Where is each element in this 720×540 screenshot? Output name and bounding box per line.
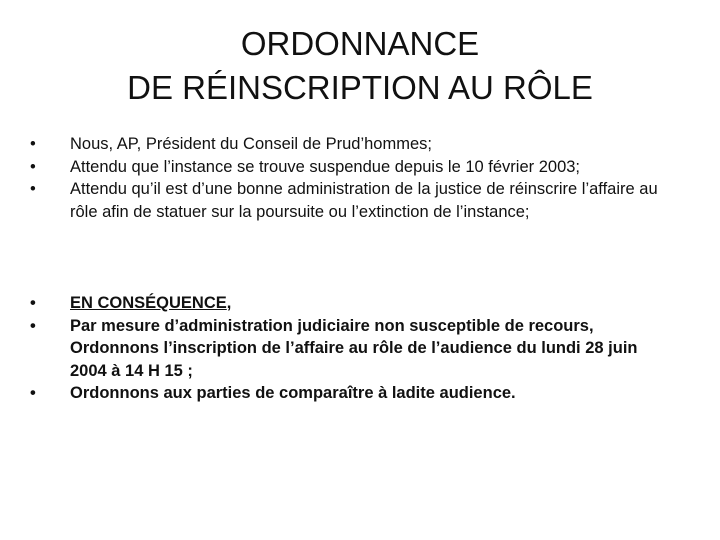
list-item — [30, 178, 670, 223]
bullet-icon: • — [30, 384, 36, 402]
bullet-icon: • — [30, 180, 36, 198]
title-line-2: DE RÉINSCRIPTION AU RÔLE — [127, 69, 593, 106]
consequence-suffix: , — [226, 294, 232, 312]
list-item — [30, 133, 670, 156]
preamble-list — [30, 133, 670, 223]
bullet-icon: • — [30, 316, 36, 335]
page-title — [0, 22, 720, 110]
list-item — [30, 382, 670, 405]
list-item-text: Attendu que l’instance se trouve suspendue depuis le 10 février 2003; — [70, 157, 581, 176]
bullet-icon: • — [30, 135, 36, 153]
list-item-text: Par mesure d’administration judiciaire non susceptible de recours, Ordonnons l’inscription de l’affaire au rôle de l’audience du lundi 28 juin 2004 à 14 H 15 ; — [70, 316, 638, 380]
bullet-icon: • — [30, 157, 36, 176]
bullet-icon: • — [30, 294, 36, 312]
title-line-1: ORDONNANCE — [240, 25, 480, 62]
list-item — [30, 315, 670, 383]
list-item-text: Nous, AP, Président du Conseil de Prud’hommes; — [70, 135, 432, 153]
list-item — [30, 292, 670, 315]
decision-list — [30, 292, 670, 405]
list-item — [30, 156, 670, 179]
list-item-text: Ordonnons aux parties de comparaître à ladite audience. — [70, 384, 516, 402]
consequence-label: EN CONSÉQUENCE — [70, 294, 227, 312]
list-item-text: Attendu qu’il est d’une bonne administration de la justice de réinscrire l’affaire au rôle afin de statuer sur la poursuite ou l’extinction de l’instance; — [70, 180, 658, 221]
